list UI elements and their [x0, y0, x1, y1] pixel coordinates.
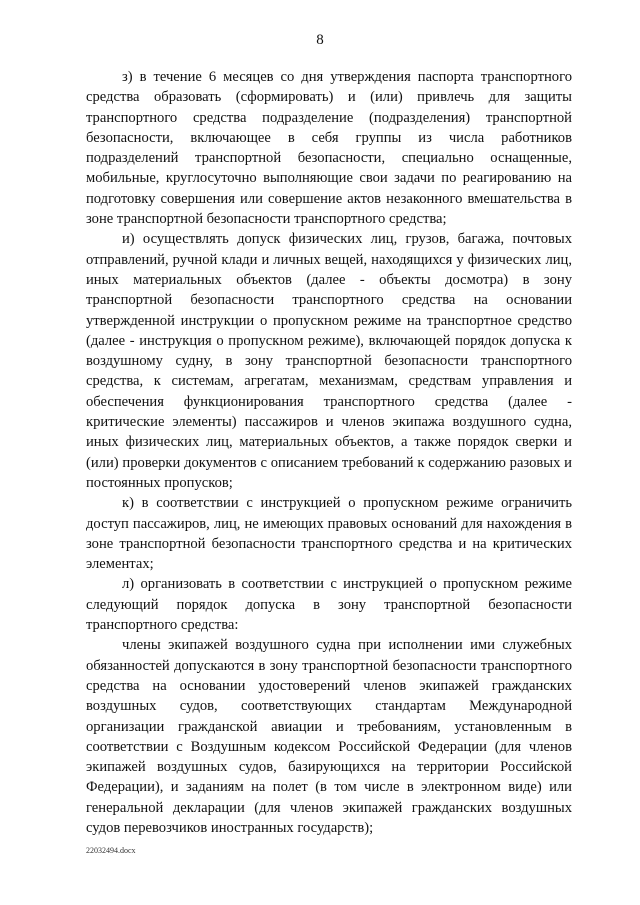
page-number: 8 [316, 32, 324, 48]
paragraph-crew-access: члены экипажей воздушного судна при исполнении ими служебных обязанностей допускаются в зону транспортной безопасности транспортного средства на основании удостоверений членов экипажей гражданских воздушных судов, соответствующих стандартам Международной организации гражданской авиации и требованиям, установленным в соответствии с Воздушным кодексом Российской Федерации (для членов экипажей воздушных судов, базирующихся на территории Российской Федерации), и заданиям на полет (в том числе в электронном виде) или генеральной декларации (для членов экипажей гражданских воздушных судов перевозчиков иностранных государств); [86, 637, 572, 836]
paragraph-z: з) в течение 6 месяцев со дня утверждения паспорта транспортного средства образовать (сформировать) и (или) привлечь для защиты транспортного средства подразделение (подразделения) транспортной безопасности, включающее в себя группы из числа работников подразделений транспортной безопасности, специально оснащенные, мобильные, круглосуточно выполняющие свои задачи по реагированию на подготовку совершения или совершение актов незаконного вмешательства в зоне транспортной безопасности транспортного средства; [86, 69, 572, 228]
footer-filename: 22032494.docx [86, 846, 136, 855]
paragraph-k: к) в соответствии с инструкцией о пропускном режиме ограничить доступ пассажиров, лиц, не имеющих правовых оснований для нахождения в зоне транспортной безопасности транспортного средства и на критических элементах; [86, 495, 572, 573]
document-body [86, 67, 572, 838]
paragraph-i: и) осуществлять допуск физических лиц, грузов, багажа, почтовых отправлений, ручной клади и личных вещей, находящихся у физических лиц, иных материальных объектов (далее - объекты досмотра) в зону транспортной безопасности транспортного средства на основании утвержденной инструкции о пропускном режиме на транспортное средство (далее - инструкция о пропускном режиме), включающей порядок допуска к воздушному судну, в зону транспортной безопасности транспортного средства, к системам, агрегатам, механизмам, средствам управления и обеспечения функционирования транспортного средства (далее - критические элементы) пассажиров и членов экипажа воздушного судна, иных физических лиц, материальных объектов, а также порядок сверки и (или) проверки документов с описанием требований к содержанию разовых и постоянных пропусков; [86, 231, 572, 491]
paragraph-l: л) организовать в соответствии с инструкцией о пропускном режиме следующий порядок допуска в зону транспортной безопасности транспортного средства: [86, 576, 572, 634]
